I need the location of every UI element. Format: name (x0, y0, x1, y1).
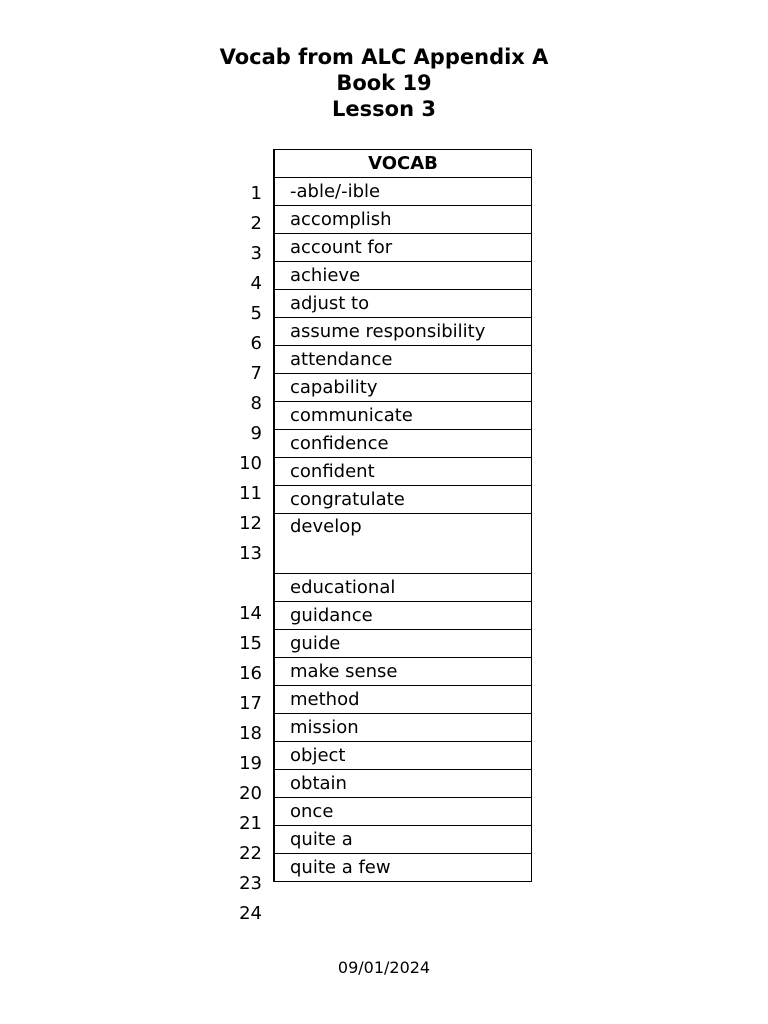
row-number-column (200, 149, 270, 929)
row-number-label: 2 (250, 213, 262, 234)
vocab-word-cell: quite a (274, 826, 532, 854)
row-number (200, 899, 270, 929)
row-number (200, 779, 270, 809)
vocab-word-cell: accomplish (274, 206, 532, 234)
row-number-label: 6 (250, 333, 262, 354)
table-row (274, 714, 532, 742)
table-row (274, 854, 532, 882)
table-row (274, 798, 532, 826)
vocab-word-cell: develop (274, 514, 532, 574)
table-row (274, 290, 532, 318)
table-row (274, 630, 532, 658)
row-number-label: 22 (239, 843, 262, 864)
vocab-word-cell: confidence (274, 430, 532, 458)
row-number-label: 23 (239, 873, 262, 894)
row-number (200, 509, 270, 539)
row-number (200, 689, 270, 719)
table-row (274, 318, 532, 346)
vocab-word-cell: guidance (274, 602, 532, 630)
row-number (200, 449, 270, 479)
table-row (274, 458, 532, 486)
row-number (200, 299, 270, 329)
row-number-label: 16 (239, 663, 262, 684)
row-number (200, 659, 270, 689)
vocab-word-cell: congratulate (274, 486, 532, 514)
title-line-book: Book 19 (336, 71, 432, 95)
table-row (274, 178, 532, 206)
vocab-table (273, 149, 532, 882)
row-number (200, 269, 270, 299)
row-number (200, 719, 270, 749)
row-number-label: 20 (239, 783, 262, 804)
table-row (274, 206, 532, 234)
row-number-label: 10 (239, 453, 262, 474)
table-row (274, 686, 532, 714)
row-number (200, 389, 270, 419)
vocab-word-cell: once (274, 798, 532, 826)
vocab-table-header-row (274, 150, 532, 178)
row-number-label: 24 (239, 903, 262, 924)
row-number (200, 599, 270, 629)
table-row (274, 742, 532, 770)
row-number-label: 1 (250, 183, 262, 204)
row-number-label: 4 (250, 273, 262, 294)
row-number-label: 8 (250, 393, 262, 414)
row-number-label: 11 (239, 483, 262, 504)
row-number-label: 7 (250, 363, 262, 384)
table-row (274, 574, 532, 602)
table-row (274, 374, 532, 402)
page-title (0, 44, 768, 122)
vocab-word-cell: educational (274, 574, 532, 602)
table-row (274, 486, 532, 514)
row-number-header-spacer (200, 149, 270, 179)
footer-date: 09/01/2024 (337, 958, 431, 977)
row-number-label: 9 (250, 423, 262, 444)
title-line-document: Vocab from ALC Appendix A (219, 45, 549, 69)
vocab-table-body (274, 178, 532, 882)
table-row (274, 234, 532, 262)
row-number (200, 479, 270, 509)
vocab-word-cell: -able/-ible (274, 178, 532, 206)
row-number (200, 839, 270, 869)
vocab-word-cell: achieve (274, 262, 532, 290)
row-number-label: 18 (239, 723, 262, 744)
row-number (200, 239, 270, 269)
row-number-label: 5 (250, 303, 262, 324)
row-number-label: 13 (239, 543, 262, 564)
table-row (274, 514, 532, 574)
table-row (274, 770, 532, 798)
vocab-word-cell: capability (274, 374, 532, 402)
row-number (200, 359, 270, 389)
table-row (274, 346, 532, 374)
table-row (274, 402, 532, 430)
table-row (274, 658, 532, 686)
row-number (200, 179, 270, 209)
vocab-word-cell: guide (274, 630, 532, 658)
vocab-word-cell: make sense (274, 658, 532, 686)
vocab-word-cell: account for (274, 234, 532, 262)
row-number-label: 3 (250, 243, 262, 264)
row-number (200, 629, 270, 659)
row-number-label: 15 (239, 633, 262, 654)
table-row (274, 826, 532, 854)
vocab-word-cell: object (274, 742, 532, 770)
vocab-word-cell: adjust to (274, 290, 532, 318)
row-number (200, 419, 270, 449)
row-number-label: 14 (239, 603, 262, 624)
row-number-label: 19 (239, 753, 262, 774)
vocab-word-cell: quite a few (274, 854, 532, 882)
table-row (274, 262, 532, 290)
table-row (274, 602, 532, 630)
vocab-word-cell: obtain (274, 770, 532, 798)
row-number-label: 12 (239, 513, 262, 534)
row-number-label: 17 (239, 693, 262, 714)
row-number (200, 209, 270, 239)
row-number (200, 329, 270, 359)
row-number (200, 749, 270, 779)
row-number (200, 809, 270, 839)
table-row (274, 430, 532, 458)
vocab-word-cell: mission (274, 714, 532, 742)
vocab-word-cell: communicate (274, 402, 532, 430)
row-number (200, 869, 270, 899)
vocab-word-cell: assume responsibility (274, 318, 532, 346)
vocab-column-header: VOCAB (274, 150, 532, 178)
vocab-word-cell: confident (274, 458, 532, 486)
row-number-label: 21 (239, 813, 262, 834)
vocab-word-cell: attendance (274, 346, 532, 374)
vocab-word-cell: method (274, 686, 532, 714)
row-number (200, 539, 270, 599)
title-line-lesson: Lesson 3 (332, 97, 436, 121)
